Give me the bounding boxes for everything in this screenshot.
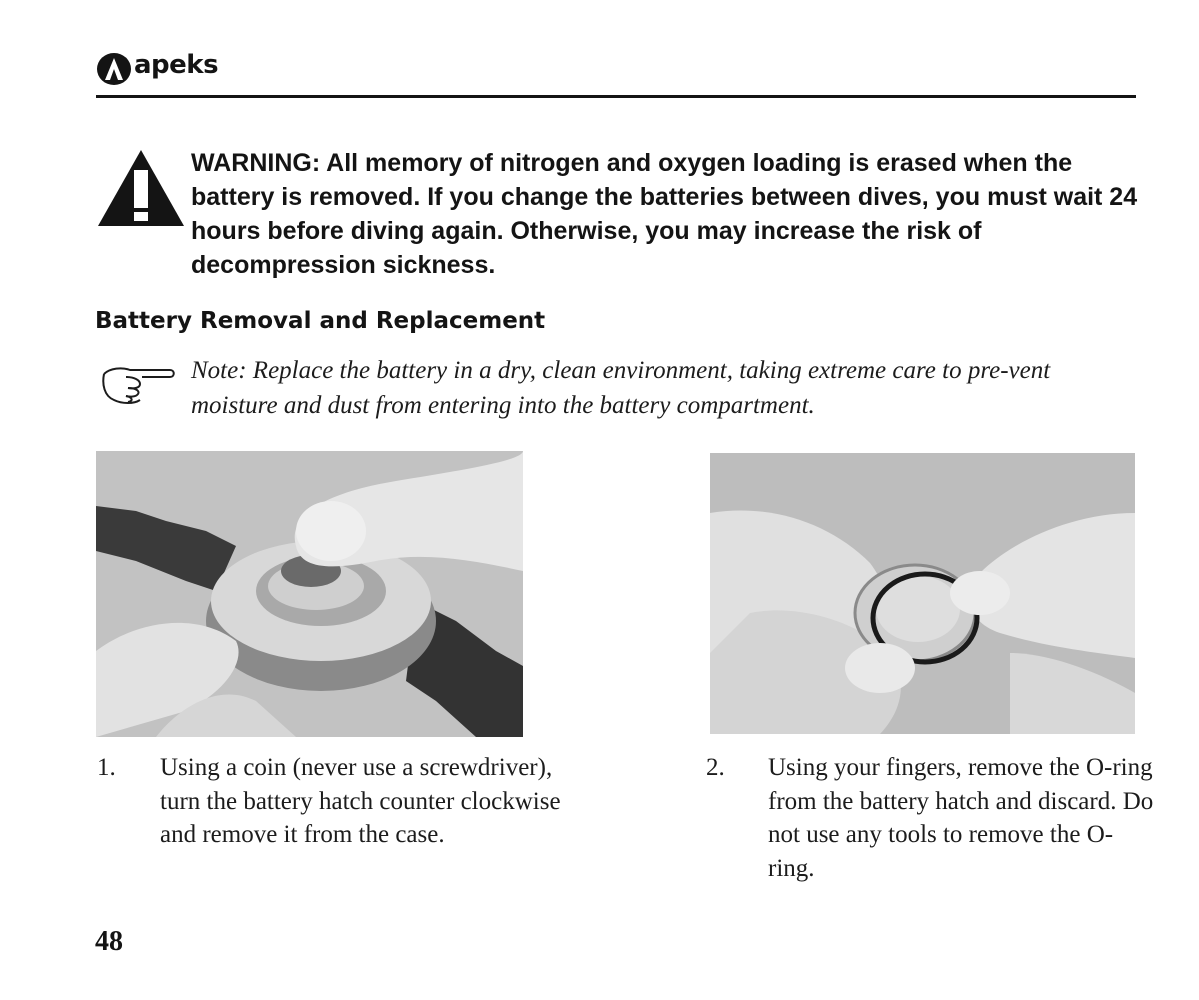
coin-turning-battery-hatch-photo (96, 451, 523, 737)
step-1 (97, 751, 597, 901)
header-divider (96, 95, 1136, 98)
step-text: Using your fingers, remove the O-ring from the battery hatch and discard. Do not use any tools to remove the O-ring. (768, 754, 1154, 882)
step-2 (706, 751, 1166, 931)
section-heading: Battery Removal and Replacement (95, 308, 546, 334)
step-number: 2. (706, 754, 725, 781)
removing-o-ring-photo (710, 453, 1135, 734)
step-text: Using a coin (never use a screwdriver), turn the battery hatch counter clockwise and remove it from the case. (160, 754, 561, 848)
apeks-logo-text: apeks (134, 50, 219, 80)
page-number: 48 (95, 926, 123, 957)
step-number: 1. (97, 754, 116, 781)
warning-triangle-icon (96, 148, 186, 228)
note-text: Note: Replace the battery in a dry, clean environment, taking extreme care to pre-vent moisture and dust from entering into the battery compartment. (191, 357, 1051, 419)
pointing-hand-icon (100, 362, 176, 406)
warning-text: WARNING: All memory of nitrogen and oxygen loading is erased when the battery is removed. If you change the batteries between dives, you must wait 24 hours before diving again. Otherwise, you may increase the risk of decompression sickness. (191, 149, 1138, 279)
